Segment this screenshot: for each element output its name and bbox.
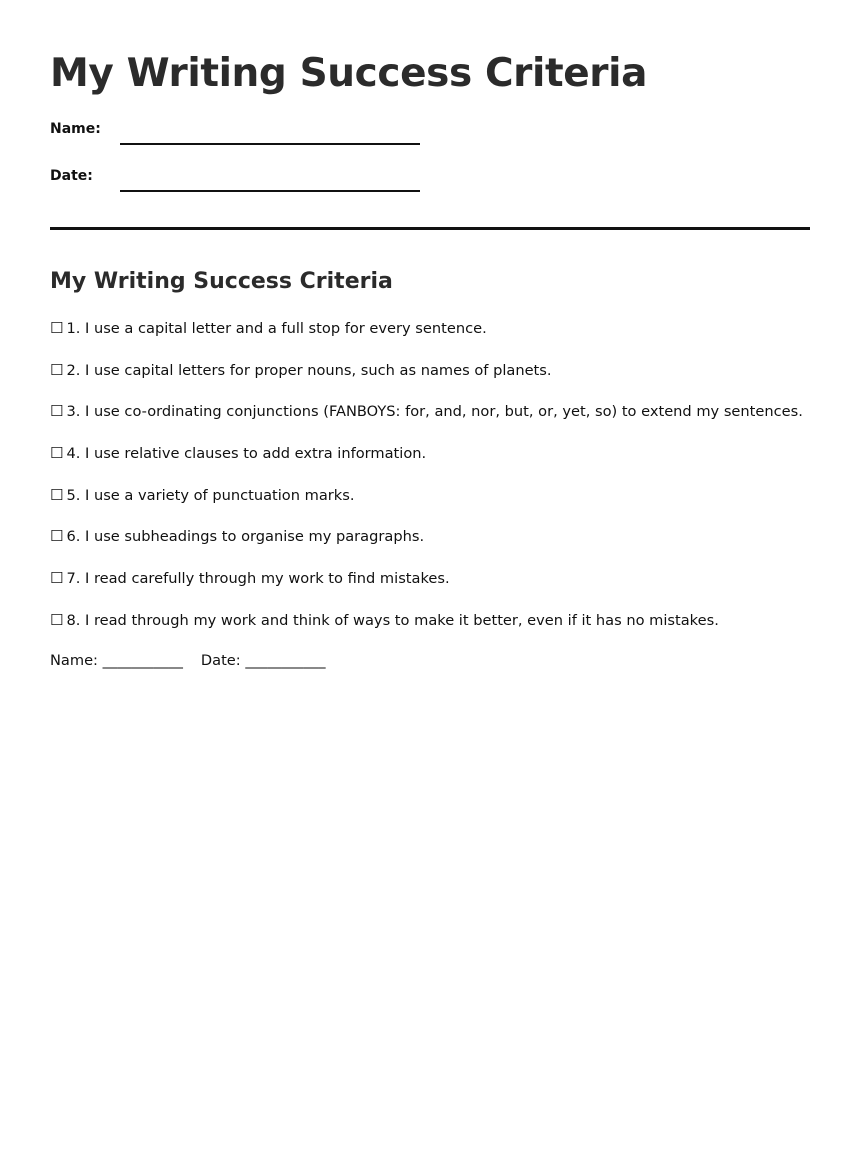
criteria-text: 6. I use subheadings to organise my paragraphs. [66, 528, 425, 546]
criteria-text: 7. I read carefully through my work to find mistakes. [66, 570, 450, 588]
date-label: Date: [50, 168, 93, 184]
criteria-text: 3. I use co-ordinating conjunctions (FANBOYS: for, and, nor, but, or, yet, so) to extend my sentences. [66, 403, 803, 421]
footer-sign-row [50, 651, 326, 671]
checkbox-icon[interactable]: ☐ [50, 527, 64, 546]
criteria-item-1 [50, 318, 810, 360]
criteria-text: 5. I use a variety of punctuation marks. [66, 486, 355, 504]
name-field-row [50, 118, 420, 146]
footer-name-field[interactable]: Name: ___________ [50, 652, 183, 669]
date-field-row [50, 165, 420, 193]
criteria-text: 1. I use a capital letter and a full stop for every sentence. [66, 320, 487, 337]
criteria-item-3 [50, 401, 810, 443]
footer-date-field[interactable]: Date: ___________ [200, 652, 326, 669]
checkbox-icon[interactable]: ☐ [50, 610, 64, 629]
checkbox-icon[interactable]: ☐ [50, 319, 64, 337]
page-title: My Writing Success Criteria [50, 51, 647, 96]
criteria-item-8 [50, 610, 810, 652]
criteria-item-7 [50, 568, 810, 610]
criteria-text: 2. I use capital letters for proper nouns, such as names of planets. [66, 361, 552, 379]
criteria-text: 4. I use relative clauses to add extra information. [66, 445, 427, 463]
name-entry-line[interactable] [120, 143, 420, 145]
checkbox-icon[interactable]: ☐ [50, 485, 64, 504]
header-divider [50, 227, 810, 230]
criteria-list [50, 318, 810, 652]
criteria-item-4 [50, 443, 810, 485]
name-label: Name: [50, 121, 101, 137]
criteria-item-5 [50, 485, 810, 527]
criteria-text: 8. I read through my work and think of ways to make it better, even if it has no mistakes. [66, 611, 719, 629]
date-entry-line[interactable] [120, 190, 420, 192]
checkbox-icon[interactable]: ☐ [50, 569, 64, 588]
criteria-item-2 [50, 360, 810, 402]
checkbox-icon[interactable]: ☐ [50, 402, 64, 421]
criteria-item-6 [50, 526, 810, 568]
section-heading: My Writing Success Criteria [50, 269, 393, 294]
checkbox-icon[interactable]: ☐ [50, 360, 64, 379]
checkbox-icon[interactable]: ☐ [50, 444, 64, 463]
